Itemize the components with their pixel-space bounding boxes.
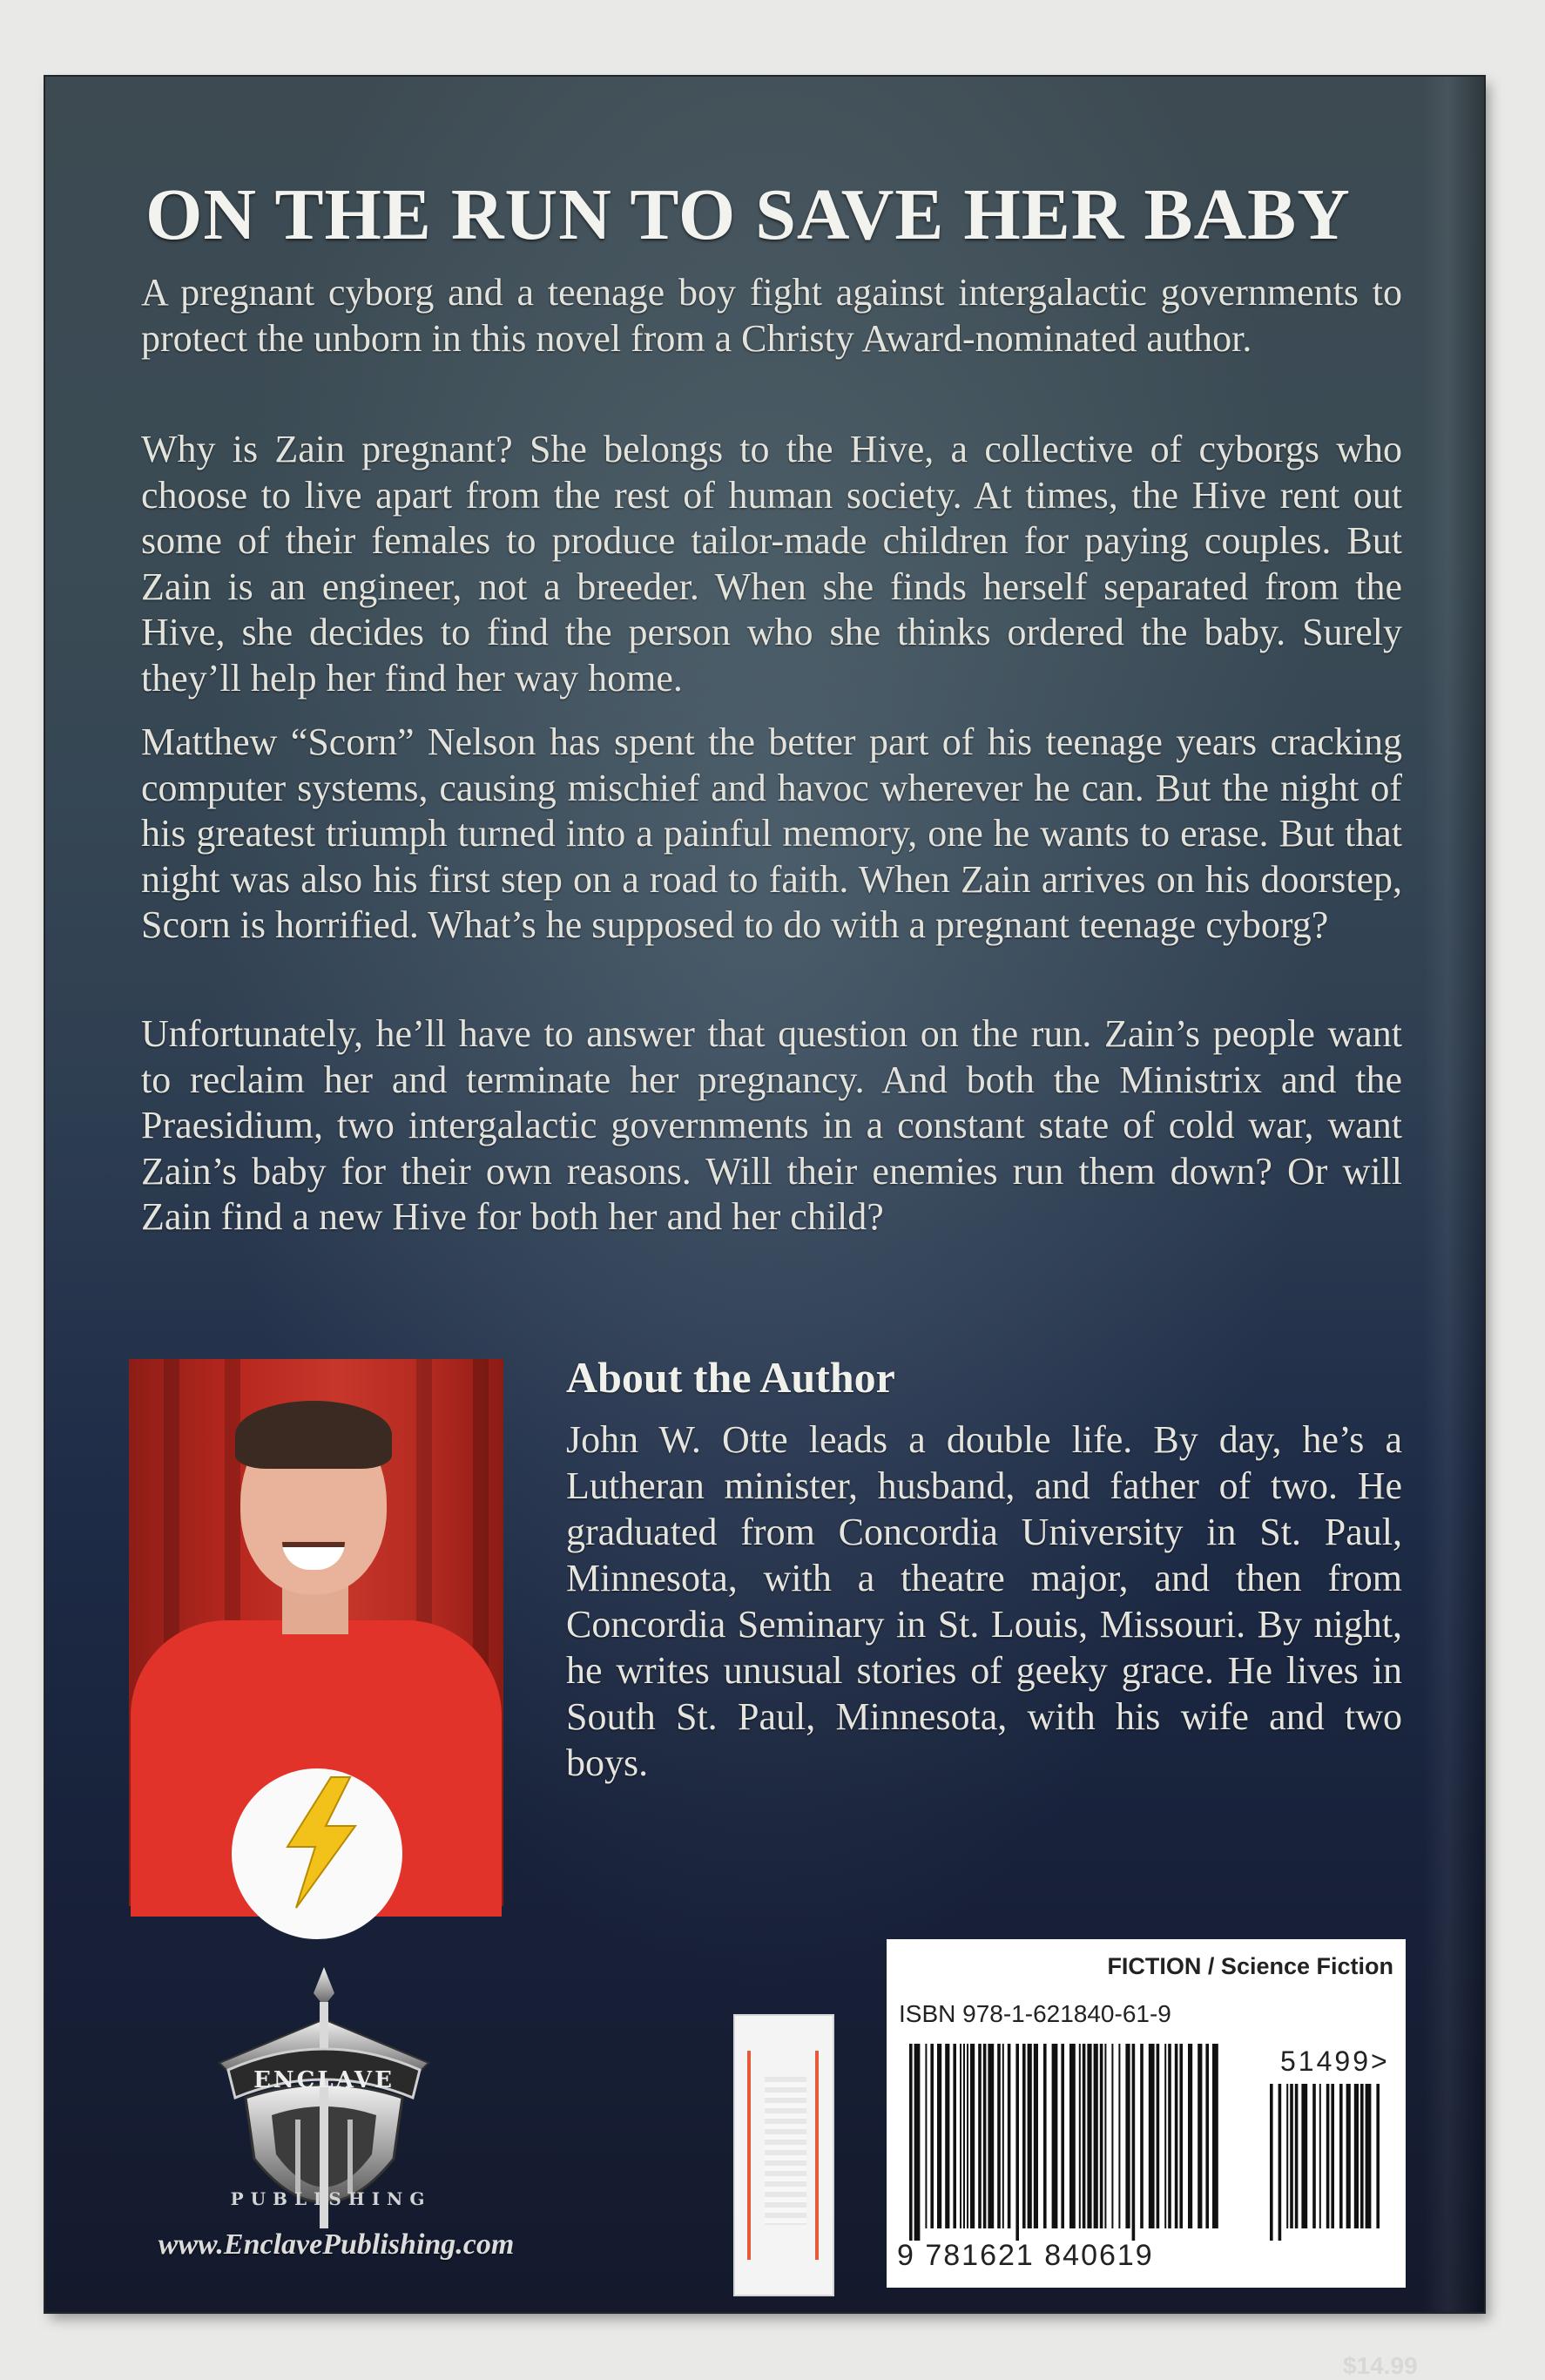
barcode-bar [1326,2084,1330,2228]
barcode-bar [1104,2044,1106,2228]
barcode-bar [1069,2044,1076,2228]
barcode-bar [1205,2044,1209,2228]
enclave-publishing-logo [193,1967,455,2263]
barcode-bar [988,2044,994,2228]
barcode-bar [914,2044,921,2241]
cover-headline: ON THE RUN TO SAVE HER BABY [145,174,1351,255]
barcode-number: 9 781621 840619 [897,2239,1154,2272]
barcode-bar [930,2044,934,2228]
price-code-value: 51499 [1280,2045,1371,2077]
barcode-bar [1175,2044,1178,2228]
barcode-bar [967,2044,968,2228]
barcode-bar [945,2044,949,2228]
barcode-bar [1052,2044,1058,2228]
barcode-bar [1212,2044,1218,2228]
blurb-paragraph-1: A pregnant cyborg and a teenage boy fight against intergalactic governments to protect the unborn in this novel from a Christy Award-nominated author. [141,271,1402,360]
barcode-bar [1083,2044,1086,2228]
price-code-marker: > [1370,2045,1390,2077]
about-author-text: John W. Otte leads a double life. By day, he’s a Lutheran minister, husband, and father of two. He graduated from Concordia University in St. Paul, Minnesota, with a theatre major, and then from Concordia Seminary in St. Louis, Missouri. By night, he writes unusual stories of geeky grace. He lives in South St. Paul, Minnesota, with his wife and two boys. [566,1418,1402,1784]
barcode-bar [1188,2044,1192,2228]
about-author-heading: About the Author [566,1353,895,1402]
barcode-bar [1179,2044,1183,2228]
retail-price: $14.99 [1343,2352,1418,2379]
barcode-bar [1079,2044,1081,2228]
barcode-bar [1087,2044,1091,2228]
barcode-bar [1118,2044,1120,2228]
barcode-bar [997,2044,1001,2228]
barcode-bar [909,2044,913,2241]
price-code [1280,2045,1390,2078]
barcode-bar [1008,2044,1011,2228]
bisac-category: FICTION / Science Fiction [1107,1953,1393,1979]
barcode-bar [1312,2084,1316,2228]
logo-subtext: PUBLISHING [230,2188,432,2209]
publisher-website: www.EnclavePublishing.com [158,2228,515,2261]
barcode-bar [1043,2044,1047,2228]
barcode-bar [1346,2084,1351,2228]
barcode-bar [1111,2044,1113,2228]
barcode-bar [1331,2084,1334,2228]
barcode-bar [1339,2084,1343,2228]
barcode-bar [1295,2084,1299,2228]
author-photo [129,1359,503,1906]
isbn-barcode [909,2044,1223,2241]
barcode-bar [1286,2084,1288,2228]
barcode-bar [963,2044,965,2228]
barcode-bar [1376,2084,1380,2228]
barcode-bar [1164,2044,1166,2228]
barcode-bar [1319,2084,1321,2228]
barcode-bar [1157,2044,1160,2228]
svg-text:ENCLAVE: ENCLAVE [253,2067,395,2093]
barcode-bar [1028,2044,1032,2228]
barcode-bar [1132,2044,1136,2241]
blurb-paragraph-3: Matthew “Scorn” Nelson has spent the better part of his teenage years cracking computer systems, causing mischief and havoc wherever he can. But the night of his greatest triumph turned into a painful memory, one he wants to erase. But that night was also his first step on a road to faith. When Zain arrives on his doorstep, Scorn is horrified. What’s he supposed to do with a pregnant teenage cyborg? [141,720,1402,946]
sticker-stripe [815,2051,819,2260]
barcode-bar [953,2044,956,2228]
barcode-bar [1270,2084,1273,2241]
barcode-bar [937,2044,941,2228]
barcode-bar [1034,2044,1038,2228]
barcode-bar [1094,2044,1098,2228]
barcode-bar [1002,2044,1004,2228]
price-sticker-remnant [733,2014,834,2296]
barcode-bar [1354,2084,1359,2228]
barcode-bar [1366,2084,1372,2228]
barcode-bar [1198,2044,1202,2228]
barcode-bar [978,2044,982,2228]
barcode-bar [983,2044,987,2228]
price-addon-barcode [1270,2084,1383,2241]
barcode-bar [970,2044,975,2228]
author-hair [235,1401,392,1469]
blurb-paragraph-2: Why is Zain pregnant? She belongs to the Hive, a collective of cyborgs who choose to live apart from the rest of human society. At times, the Hive rent out some of their females to produce tailor-made children for paying couples. But Zain is an engineer, not a breeder. When she finds herself separated from the Hive, she decides to find the person who she thinks ordered the baby. Surely they’ll help her find her way home. [141,428,1402,700]
barcode-bar [1301,2084,1307,2228]
barcode-bar [1015,2044,1019,2241]
isbn-label: ISBN 978-1-621840-61-9 [899,2000,1171,2027]
barcode-bar [1140,2044,1144,2228]
barcode-bar [1290,2084,1293,2228]
barcode-bar [1149,2044,1155,2228]
blurb-paragraph-4: Unfortunately, he’ll have to answer that question on the run. Zain’s people want to reclaim her and terminate her pregnancy. And both the Ministrix and the Praesidium, two intergalactic governments in a constant state of cold war, want Zain’s baby for their own reasons. Will their enemies run them down? Or will Zain find a new Hive for both her and her child? [141,1012,1402,1238]
barcode-bar [1125,2044,1130,2228]
barcode-bar [1100,2044,1103,2228]
spine-glare [1423,77,1484,2312]
sticker-stripe [747,2051,751,2260]
sticker-tag [765,2077,806,2225]
barcode-bar [960,2044,961,2228]
barcode-bar [1061,2044,1064,2228]
lightning-bolt-icon [270,1777,366,1908]
barcode-bar [925,2044,927,2228]
barcode-bar [1022,2044,1026,2228]
barcode-bar [1279,2084,1282,2241]
book-back-cover [45,77,1484,2379]
barcode-bar [1168,2044,1171,2228]
barcode-bar [1360,2084,1364,2228]
barcode-panel [887,1939,1406,2288]
